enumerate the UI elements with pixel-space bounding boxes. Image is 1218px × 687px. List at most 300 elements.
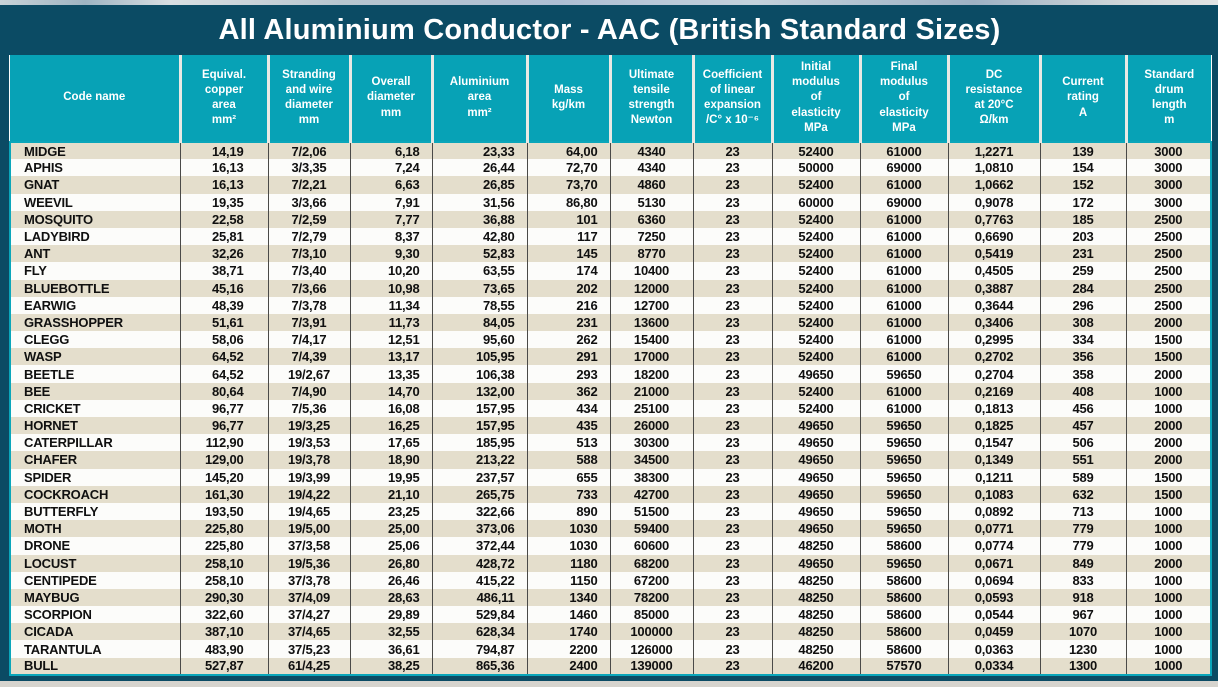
cell-code-name: COCKROACH <box>24 486 109 502</box>
cell-mass: 117 <box>527 228 610 245</box>
cell-dc-resistance: 0,6690 <box>948 228 1040 245</box>
cell-overall-diameter: 7,77 <box>350 211 432 228</box>
cell-aluminium-area: 95,60 <box>432 331 527 348</box>
cell-initial-modulus: 52400 <box>772 262 860 279</box>
cell-drum-length: 1000 <box>1126 640 1211 657</box>
cell-stranding: 7/3,91 <box>268 314 350 331</box>
cell-final-modulus: 61000 <box>860 331 948 348</box>
column-header-overall-diameter: Overall diameter mm <box>350 55 432 142</box>
cell-overall-diameter: 8,37 <box>350 228 432 245</box>
cell-dc-resistance: 0,2704 <box>948 365 1040 382</box>
cell-tensile-strength: 15400 <box>610 331 693 348</box>
cell-dc-resistance: 0,2995 <box>948 331 1040 348</box>
cell-stranding: 19/4,65 <box>268 503 350 520</box>
cell-current-rating: 172 <box>1040 194 1126 211</box>
cell-equiv-copper-area: 64,52 <box>180 348 268 365</box>
cell-equiv-copper-area: 58,06 <box>180 331 268 348</box>
cell-drum-length: 2000 <box>1126 314 1211 331</box>
cell-current-rating: 334 <box>1040 331 1126 348</box>
cell-mass: 145 <box>527 245 610 262</box>
cell-expansion-coeff: 23 <box>693 640 772 657</box>
table-row-ladybird <box>10 228 1211 245</box>
cell-tensile-strength: 18200 <box>610 365 693 382</box>
cell-expansion-coeff: 23 <box>693 142 772 159</box>
cell-final-modulus: 61000 <box>860 245 948 262</box>
cell-mass: 655 <box>527 469 610 486</box>
cell-aluminium-area: 84,05 <box>432 314 527 331</box>
cell-initial-modulus: 46200 <box>772 658 860 675</box>
cell-equiv-copper-area: 80,64 <box>180 383 268 400</box>
cell-dc-resistance: 0,0892 <box>948 503 1040 520</box>
cell-mass: 174 <box>527 262 610 279</box>
cell-stranding: 37/4,27 <box>268 606 350 623</box>
cell-equiv-copper-area: 225,80 <box>180 520 268 537</box>
cell-aluminium-area: 42,80 <box>432 228 527 245</box>
cell-expansion-coeff: 23 <box>693 658 772 675</box>
cell-code-name: TARANTULA <box>24 641 102 657</box>
cell-initial-modulus: 48250 <box>772 623 860 640</box>
cell-stranding: 7/2,21 <box>268 176 350 193</box>
table-header <box>10 55 1211 142</box>
cell-final-modulus: 61000 <box>860 211 948 228</box>
cell-aluminium-area: 794,87 <box>432 640 527 657</box>
cell-aluminium-area: 26,44 <box>432 159 527 176</box>
cell-aluminium-area: 26,85 <box>432 176 527 193</box>
cell-mass: 73,70 <box>527 176 610 193</box>
cell-dc-resistance: 0,1825 <box>948 417 1040 434</box>
cell-current-rating: 356 <box>1040 348 1126 365</box>
cell-dc-resistance: 0,1083 <box>948 486 1040 503</box>
table-row-mosquito <box>10 211 1211 228</box>
cell-stranding: 19/2,67 <box>268 365 350 382</box>
cell-dc-resistance: 0,3887 <box>948 280 1040 297</box>
cell-initial-modulus: 49650 <box>772 417 860 434</box>
cell-mass: 513 <box>527 434 610 451</box>
cell-equiv-copper-area: 22,58 <box>180 211 268 228</box>
cell-equiv-copper-area: 225,80 <box>180 537 268 554</box>
cell-overall-diameter: 6,18 <box>350 142 432 159</box>
cell-equiv-copper-area: 290,30 <box>180 589 268 606</box>
cell-dc-resistance: 1,0662 <box>948 176 1040 193</box>
table-row-grasshopper <box>10 314 1211 331</box>
cell-aluminium-area: 36,88 <box>432 211 527 228</box>
cell-dc-resistance: 1,2271 <box>948 142 1040 159</box>
cell-mass: 434 <box>527 400 610 417</box>
cell-code-name: CENTIPEDE <box>24 572 97 588</box>
cell-code-name: CATERPILLAR <box>24 435 113 451</box>
cell-aluminium-area: 265,75 <box>432 486 527 503</box>
cell-drum-length: 1500 <box>1126 348 1211 365</box>
cell-equiv-copper-area: 161,30 <box>180 486 268 503</box>
cell-expansion-coeff: 23 <box>693 297 772 314</box>
cell-initial-modulus: 48250 <box>772 606 860 623</box>
cell-tensile-strength: 67200 <box>610 572 693 589</box>
cell-stranding: 7/3,10 <box>268 245 350 262</box>
cell-overall-diameter: 10,98 <box>350 280 432 297</box>
cell-code-name: BLUEBOTTLE <box>24 280 110 296</box>
table-row-caterpillar <box>10 434 1211 451</box>
table-row-ant <box>10 245 1211 262</box>
cell-tensile-strength: 51500 <box>610 503 693 520</box>
cell-current-rating: 833 <box>1040 572 1126 589</box>
cell-current-rating: 1230 <box>1040 640 1126 657</box>
column-header-stranding: Stranding and wire diameter mm <box>268 55 350 142</box>
cell-dc-resistance: 0,2702 <box>948 348 1040 365</box>
cell-final-modulus: 59650 <box>860 486 948 503</box>
cell-final-modulus: 61000 <box>860 142 948 159</box>
table-row-hornet <box>10 417 1211 434</box>
cell-aluminium-area: 63,55 <box>432 262 527 279</box>
cell-mass: 101 <box>527 211 610 228</box>
cell-equiv-copper-area: 527,87 <box>180 658 268 675</box>
cell-aluminium-area: 628,34 <box>432 623 527 640</box>
cell-current-rating: 918 <box>1040 589 1126 606</box>
cell-tensile-strength: 68200 <box>610 555 693 572</box>
cell-drum-length: 1500 <box>1126 331 1211 348</box>
cell-overall-diameter: 9,30 <box>350 245 432 262</box>
cell-final-modulus: 58600 <box>860 572 948 589</box>
cell-tensile-strength: 85000 <box>610 606 693 623</box>
cell-tensile-strength: 13600 <box>610 314 693 331</box>
conductor-table <box>9 55 1212 676</box>
cell-final-modulus: 61000 <box>860 262 948 279</box>
cell-initial-modulus: 52400 <box>772 400 860 417</box>
cell-current-rating: 779 <box>1040 537 1126 554</box>
cell-initial-modulus: 52400 <box>772 245 860 262</box>
table-row-aphis <box>10 159 1211 176</box>
cell-stranding: 19/5,00 <box>268 520 350 537</box>
cell-dc-resistance: 0,1211 <box>948 469 1040 486</box>
cell-expansion-coeff: 23 <box>693 383 772 400</box>
cell-aluminium-area: 865,36 <box>432 658 527 675</box>
cell-initial-modulus: 50000 <box>772 159 860 176</box>
cell-drum-length: 3000 <box>1126 142 1211 159</box>
cell-final-modulus: 69000 <box>860 159 948 176</box>
cell-initial-modulus: 52400 <box>772 280 860 297</box>
cell-aluminium-area: 237,57 <box>432 469 527 486</box>
cell-mass: 890 <box>527 503 610 520</box>
cell-final-modulus: 59650 <box>860 417 948 434</box>
column-header-code-name: Code name <box>10 55 180 142</box>
cell-overall-diameter: 25,06 <box>350 537 432 554</box>
cell-stranding: 37/3,78 <box>268 572 350 589</box>
cell-final-modulus: 58600 <box>860 606 948 623</box>
column-header-tensile-strength: Ultimate tensile strength Newton <box>610 55 693 142</box>
cell-overall-diameter: 16,08 <box>350 400 432 417</box>
cell-stranding: 7/2,59 <box>268 211 350 228</box>
cell-expansion-coeff: 23 <box>693 176 772 193</box>
table-row-midge <box>10 142 1211 159</box>
cell-final-modulus: 59650 <box>860 555 948 572</box>
cell-stranding: 19/3,78 <box>268 451 350 468</box>
cell-code-name: CRICKET <box>24 400 81 416</box>
cell-code-name: LADYBIRD <box>24 229 90 245</box>
cell-tensile-strength: 10400 <box>610 262 693 279</box>
cell-code-name: EARWIG <box>24 297 77 313</box>
cell-overall-diameter: 7,91 <box>350 194 432 211</box>
cell-initial-modulus: 48250 <box>772 589 860 606</box>
table-row-earwig <box>10 297 1211 314</box>
cell-stranding: 7/3,78 <box>268 297 350 314</box>
cell-equiv-copper-area: 38,71 <box>180 262 268 279</box>
cell-mass: 1460 <box>527 606 610 623</box>
cell-expansion-coeff: 23 <box>693 365 772 382</box>
cell-stranding: 37/5,23 <box>268 640 350 657</box>
cell-expansion-coeff: 23 <box>693 520 772 537</box>
cell-tensile-strength: 126000 <box>610 640 693 657</box>
cell-overall-diameter: 10,20 <box>350 262 432 279</box>
cell-expansion-coeff: 23 <box>693 348 772 365</box>
column-header-dc-resistance: DC resistance at 20°C Ω/km <box>948 55 1040 142</box>
cell-drum-length: 2500 <box>1126 211 1211 228</box>
cell-tensile-strength: 4860 <box>610 176 693 193</box>
cell-equiv-copper-area: 322,60 <box>180 606 268 623</box>
cell-mass: 1030 <box>527 520 610 537</box>
cell-final-modulus: 58600 <box>860 589 948 606</box>
cell-mass: 2200 <box>527 640 610 657</box>
cell-current-rating: 154 <box>1040 159 1126 176</box>
cell-initial-modulus: 52400 <box>772 297 860 314</box>
cell-dc-resistance: 0,1547 <box>948 434 1040 451</box>
cell-stranding: 19/3,99 <box>268 469 350 486</box>
table-row-locust <box>10 555 1211 572</box>
cell-mass: 1030 <box>527 537 610 554</box>
cell-final-modulus: 61000 <box>860 280 948 297</box>
cell-mass: 291 <box>527 348 610 365</box>
cell-expansion-coeff: 23 <box>693 503 772 520</box>
cell-code-name: FLY <box>24 263 47 279</box>
cell-current-rating: 139 <box>1040 142 1126 159</box>
cell-drum-length: 3000 <box>1126 159 1211 176</box>
cell-overall-diameter: 19,95 <box>350 469 432 486</box>
cell-overall-diameter: 21,10 <box>350 486 432 503</box>
cell-initial-modulus: 48250 <box>772 640 860 657</box>
cell-expansion-coeff: 23 <box>693 555 772 572</box>
cell-dc-resistance: 0,1349 <box>948 451 1040 468</box>
cell-code-name: CHAFER <box>24 452 77 468</box>
cell-equiv-copper-area: 14,19 <box>180 142 268 159</box>
cell-code-name: BULL <box>24 658 58 674</box>
cell-expansion-coeff: 23 <box>693 280 772 297</box>
cell-current-rating: 457 <box>1040 417 1126 434</box>
cell-tensile-strength: 30300 <box>610 434 693 451</box>
cell-equiv-copper-area: 96,77 <box>180 400 268 417</box>
cell-dc-resistance: 0,3406 <box>948 314 1040 331</box>
cell-final-modulus: 61000 <box>860 400 948 417</box>
cell-drum-length: 2500 <box>1126 297 1211 314</box>
cell-overall-diameter: 13,35 <box>350 365 432 382</box>
cell-current-rating: 713 <box>1040 503 1126 520</box>
cell-current-rating: 152 <box>1040 176 1126 193</box>
cell-expansion-coeff: 23 <box>693 211 772 228</box>
cell-initial-modulus: 52400 <box>772 176 860 193</box>
cell-expansion-coeff: 23 <box>693 537 772 554</box>
cell-tensile-strength: 100000 <box>610 623 693 640</box>
cell-expansion-coeff: 23 <box>693 194 772 211</box>
table-row-moth <box>10 520 1211 537</box>
table-row-bee <box>10 383 1211 400</box>
cell-final-modulus: 61000 <box>860 297 948 314</box>
column-header-drum-length: Standard drum length m <box>1126 55 1211 142</box>
cell-equiv-copper-area: 51,61 <box>180 314 268 331</box>
cell-mass: 1180 <box>527 555 610 572</box>
cell-stranding: 3/3,35 <box>268 159 350 176</box>
cell-expansion-coeff: 23 <box>693 159 772 176</box>
table-body <box>10 142 1211 675</box>
cell-expansion-coeff: 23 <box>693 245 772 262</box>
cell-stranding: 7/2,06 <box>268 142 350 159</box>
table-row-butterfly <box>10 503 1211 520</box>
cell-mass: 733 <box>527 486 610 503</box>
cell-tensile-strength: 34500 <box>610 451 693 468</box>
cell-stranding: 19/5,36 <box>268 555 350 572</box>
column-header-final-modulus: Final modulus of elasticity MPa <box>860 55 948 142</box>
cell-aluminium-area: 31,56 <box>432 194 527 211</box>
cell-expansion-coeff: 23 <box>693 417 772 434</box>
table-row-gnat <box>10 176 1211 193</box>
cell-code-name: WEEVIL <box>24 194 73 210</box>
cell-code-name: WASP <box>24 349 62 365</box>
table-frame <box>0 5 1218 681</box>
cell-current-rating: 967 <box>1040 606 1126 623</box>
cell-mass: 86,80 <box>527 194 610 211</box>
cell-initial-modulus: 60000 <box>772 194 860 211</box>
cell-expansion-coeff: 23 <box>693 572 772 589</box>
table-row-bull <box>10 658 1211 675</box>
cell-initial-modulus: 49650 <box>772 365 860 382</box>
table-row-drone <box>10 537 1211 554</box>
cell-final-modulus: 59650 <box>860 503 948 520</box>
cell-tensile-strength: 26000 <box>610 417 693 434</box>
cell-aluminium-area: 106,38 <box>432 365 527 382</box>
cell-drum-length: 1000 <box>1126 520 1211 537</box>
cell-tensile-strength: 21000 <box>610 383 693 400</box>
cell-aluminium-area: 73,65 <box>432 280 527 297</box>
cell-initial-modulus: 52400 <box>772 211 860 228</box>
cell-expansion-coeff: 23 <box>693 228 772 245</box>
cell-stranding: 19/4,22 <box>268 486 350 503</box>
cell-current-rating: 296 <box>1040 297 1126 314</box>
cell-code-name: BEETLE <box>24 366 75 382</box>
cell-stranding: 19/3,53 <box>268 434 350 451</box>
cell-equiv-copper-area: 145,20 <box>180 469 268 486</box>
cell-mass: 1340 <box>527 589 610 606</box>
cell-drum-length: 1000 <box>1126 623 1211 640</box>
cell-mass: 231 <box>527 314 610 331</box>
cell-initial-modulus: 49650 <box>772 469 860 486</box>
cell-final-modulus: 58600 <box>860 537 948 554</box>
cell-overall-diameter: 18,90 <box>350 451 432 468</box>
cell-code-name: ANT <box>24 246 51 262</box>
cell-code-name: GRASSHOPPER <box>24 314 123 330</box>
cell-tensile-strength: 59400 <box>610 520 693 537</box>
cell-dc-resistance: 0,0593 <box>948 589 1040 606</box>
cell-aluminium-area: 105,95 <box>432 348 527 365</box>
cell-final-modulus: 58600 <box>860 623 948 640</box>
column-header-mass: Mass kg/km <box>527 55 610 142</box>
table-title: All Aluminium Conductor - AAC (British Standard Sizes) <box>218 13 1001 46</box>
cell-dc-resistance: 0,1813 <box>948 400 1040 417</box>
cell-code-name: CICADA <box>24 624 74 640</box>
cell-aluminium-area: 213,22 <box>432 451 527 468</box>
cell-stranding: 7/2,79 <box>268 228 350 245</box>
cell-equiv-copper-area: 112,90 <box>180 434 268 451</box>
cell-tensile-strength: 60600 <box>610 537 693 554</box>
cell-dc-resistance: 0,4505 <box>948 262 1040 279</box>
cell-drum-length: 1000 <box>1126 383 1211 400</box>
table-row-cicada <box>10 623 1211 640</box>
cell-stranding: 7/5,36 <box>268 400 350 417</box>
column-header-initial-modulus: Initial modulus of elasticity MPa <box>772 55 860 142</box>
cell-expansion-coeff: 23 <box>693 451 772 468</box>
cell-code-name: HORNET <box>24 418 78 434</box>
cell-code-name: SCORPION <box>24 607 92 623</box>
cell-current-rating: 308 <box>1040 314 1126 331</box>
cell-expansion-coeff: 23 <box>693 606 772 623</box>
cell-equiv-copper-area: 19,35 <box>180 194 268 211</box>
cell-equiv-copper-area: 193,50 <box>180 503 268 520</box>
table-row-wasp <box>10 348 1211 365</box>
cell-mass: 64,00 <box>527 142 610 159</box>
cell-dc-resistance: 0,0544 <box>948 606 1040 623</box>
cell-equiv-copper-area: 64,52 <box>180 365 268 382</box>
cell-initial-modulus: 49650 <box>772 503 860 520</box>
cell-expansion-coeff: 23 <box>693 400 772 417</box>
cell-stranding: 37/4,09 <box>268 589 350 606</box>
cell-dc-resistance: 0,2169 <box>948 383 1040 400</box>
cell-tensile-strength: 4340 <box>610 159 693 176</box>
cell-expansion-coeff: 23 <box>693 486 772 503</box>
cell-initial-modulus: 52400 <box>772 228 860 245</box>
cell-final-modulus: 59650 <box>860 365 948 382</box>
cell-equiv-copper-area: 258,10 <box>180 555 268 572</box>
cell-drum-length: 2000 <box>1126 417 1211 434</box>
cell-drum-length: 2500 <box>1126 245 1211 262</box>
cell-expansion-coeff: 23 <box>693 314 772 331</box>
cell-overall-diameter: 16,25 <box>350 417 432 434</box>
cell-initial-modulus: 49650 <box>772 451 860 468</box>
cell-code-name: BEE <box>24 383 51 399</box>
cell-equiv-copper-area: 16,13 <box>180 159 268 176</box>
cell-final-modulus: 61000 <box>860 383 948 400</box>
cell-tensile-strength: 12000 <box>610 280 693 297</box>
cell-aluminium-area: 185,95 <box>432 434 527 451</box>
table-row-spider <box>10 469 1211 486</box>
table-row-clegg <box>10 331 1211 348</box>
cell-drum-length: 1000 <box>1126 400 1211 417</box>
cell-aluminium-area: 529,84 <box>432 606 527 623</box>
cell-code-name: MAYBUG <box>24 589 80 605</box>
cell-tensile-strength: 12700 <box>610 297 693 314</box>
cell-dc-resistance: 0,7763 <box>948 211 1040 228</box>
cell-equiv-copper-area: 96,77 <box>180 417 268 434</box>
cell-drum-length: 1000 <box>1126 537 1211 554</box>
cell-drum-length: 2000 <box>1126 451 1211 468</box>
column-header-aluminium-area: Aluminium area mm² <box>432 55 527 142</box>
cell-overall-diameter: 38,25 <box>350 658 432 675</box>
cell-dc-resistance: 0,5419 <box>948 245 1040 262</box>
cell-code-name: BUTTERFLY <box>24 504 99 520</box>
cell-drum-length: 2500 <box>1126 228 1211 245</box>
cell-overall-diameter: 28,63 <box>350 589 432 606</box>
cell-aluminium-area: 373,06 <box>432 520 527 537</box>
cell-equiv-copper-area: 25,81 <box>180 228 268 245</box>
cell-initial-modulus: 49650 <box>772 520 860 537</box>
cell-current-rating: 185 <box>1040 211 1126 228</box>
cell-aluminium-area: 322,66 <box>432 503 527 520</box>
cell-stranding: 7/4,17 <box>268 331 350 348</box>
cell-dc-resistance: 0,0363 <box>948 640 1040 657</box>
